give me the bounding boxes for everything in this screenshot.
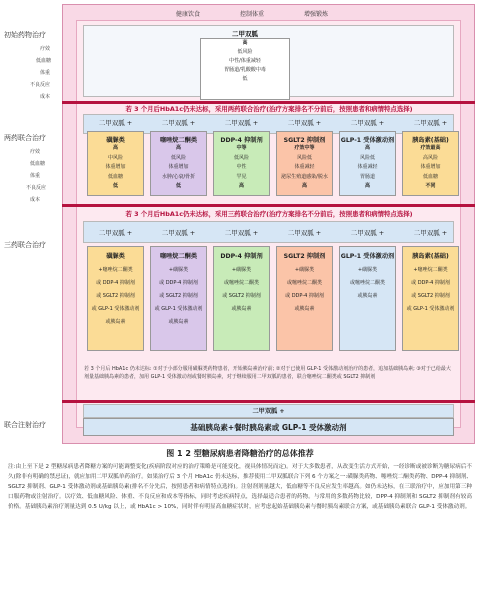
dual-option-line: 高	[301, 183, 307, 189]
header-diet: 健康饮食	[176, 11, 201, 18]
divider-line	[62, 204, 475, 207]
triple-option-line: 或 DDP-4 抑制剂	[411, 280, 450, 286]
dual-option-line: 低风险	[233, 154, 249, 161]
triple-option-box	[339, 246, 396, 351]
dual-option-line: 不同	[425, 183, 436, 189]
triple-option-line: 或胰岛素	[168, 319, 189, 325]
dual-option-line: 体重减轻	[294, 164, 315, 170]
dual-option-line: 中风险	[107, 154, 123, 161]
triple-option-line: +磺脲类	[231, 267, 252, 273]
dual-option-line: 泌尿生殖道感染/脱水	[281, 173, 328, 180]
dual-option-line: 体重增加	[168, 164, 189, 170]
dual-option-line: 高风险	[422, 154, 438, 161]
divider-line	[62, 400, 475, 403]
triple-option-line: +磺脲类	[357, 267, 378, 273]
dual-option-line: 中等	[236, 145, 247, 151]
triple-option-box	[213, 246, 270, 351]
triple-option-name: GLP-1 受体激动剂	[340, 253, 395, 260]
triple-option-line: 或 SGLT2 抑制剂	[411, 293, 450, 299]
dual-column-head: 二甲双胍 +	[287, 119, 322, 127]
triple-option-line: +磺脲类	[294, 267, 315, 273]
mono-row: 低风险	[237, 49, 253, 55]
dual-option-line: 高	[364, 183, 370, 189]
dual-option-box	[276, 131, 333, 196]
triple-option-line: 或胰岛素	[105, 319, 126, 325]
figure-caption: 图 1 2 型糖尿病患者降糖治疗的总体推荐	[166, 449, 314, 458]
header-exercise: 增强锻炼	[304, 11, 329, 18]
dual-option-box	[150, 131, 207, 196]
dual-option-line: 风险低	[359, 154, 375, 161]
triple-option-line: 或 DDP-4 抑制剂	[96, 280, 135, 286]
mono-row: 胃肠道/乳酸酸中毒	[224, 67, 266, 73]
dual-option-box	[339, 131, 396, 196]
dual-option-line: 体重减轻	[357, 164, 378, 170]
dual-option-line: 高	[364, 145, 370, 151]
dual-option-line: 风险低	[296, 154, 312, 161]
triple-option-line: 或噻唑烷二酮类	[286, 280, 322, 286]
dual-option-line: 水肿/心衰/骨折	[161, 173, 196, 180]
header-weight: 控制体重	[240, 11, 265, 18]
dual-option-box	[87, 131, 144, 196]
dual-option-line: 体重增加	[420, 164, 441, 170]
side-dual-item: 体重	[30, 173, 41, 179]
triple-option-line: 或胰岛素	[357, 293, 378, 299]
dual-option-line: 罕见	[236, 173, 247, 180]
triple-option-line: +磺脲类	[168, 267, 189, 273]
instruction-three-drug: 若 3 个月后HbA1c仍未达标，采用三药联合治疗(治疗方案排名不分前后，按照患者和病情特点选择)	[125, 210, 413, 218]
triple-option-name: 胰岛素(基础)	[412, 253, 449, 260]
triple-option-line: 或 DDP-4 抑制剂	[285, 293, 324, 299]
dual-option-line: 低	[175, 183, 181, 189]
inj-body: 基础胰岛素+餐时胰岛素或 GLP-1 受体激动剂	[190, 423, 347, 432]
triple-option-box	[402, 246, 459, 351]
triple-option-line: 或 GLP-1 受体激动剂	[406, 306, 455, 312]
dual-column-head: 二甲双胍 +	[98, 119, 133, 127]
dual-option-box	[402, 131, 459, 196]
dual-option-line: 体重增加	[105, 164, 126, 170]
dual-column-head: 二甲双胍 +	[224, 119, 259, 127]
dual-option-line: 中性	[236, 164, 247, 170]
dual-option-name: 磺脲类	[106, 137, 125, 144]
inj-box	[83, 418, 454, 436]
side-mono-title: 初始药物治疗	[4, 31, 46, 39]
dual-option-line: 低血糖	[107, 173, 123, 180]
triple-column-head: 二甲双胍 +	[287, 229, 322, 237]
triple-option-name: DDP-4 抑制剂	[220, 253, 263, 260]
dual-column-head: 二甲双胍 +	[161, 119, 196, 127]
triple-option-line: +噻唑烷二酮类	[413, 267, 448, 273]
dual-option-line: 高	[238, 183, 244, 189]
triple-column-head: 二甲双胍 +	[413, 229, 448, 237]
dual-option-name: 噻唑烷二酮类	[159, 137, 198, 144]
dual-option-line: 高	[112, 145, 118, 151]
triple-option-line: 或 SGLT2 抑制剂	[222, 293, 261, 299]
side-dual-title: 两药联合治疗	[4, 134, 46, 142]
triple-option-box	[87, 246, 144, 351]
triple-option-line: 或 SGLT2 抑制剂	[159, 293, 198, 299]
side-dual-item: 疗效	[30, 149, 41, 155]
side-triple-title: 三药联合治疗	[4, 241, 46, 249]
dual-option-box	[213, 131, 270, 196]
triple-column-head: 二甲双胍 +	[350, 229, 385, 237]
side-mono-item: 体重	[40, 70, 51, 76]
mono-row: 高	[242, 40, 248, 46]
triple-option-line: 或 DDP-4 抑制剂	[159, 280, 198, 286]
dual-option-line: 低	[112, 183, 118, 189]
triple-option-line: 或胰岛素	[294, 306, 315, 312]
side-dual-item: 低血糖	[30, 161, 46, 167]
instruction-two-drug: 若 3 个月后HbA1c仍未达标，采用两药联合治疗(治疗方案排名不分前后，按照患者和病情特点选择)	[125, 105, 413, 113]
triple-option-name: 噻唑烷二酮类	[159, 253, 198, 260]
dual-option-line: 低血糖	[422, 173, 438, 180]
triple-option-line: 或 SGLT2 抑制剂	[96, 293, 135, 299]
triple-column-head: 二甲双胍 +	[224, 229, 259, 237]
dual-column-head: 二甲双胍 +	[413, 119, 448, 127]
triple-option-name: 磺脲类	[106, 253, 125, 260]
dual-option-line: 高	[175, 145, 181, 151]
mono-row: 低	[242, 76, 248, 82]
triple-column-head: 二甲双胍 +	[98, 229, 133, 237]
dual-option-line: 胃肠道	[359, 173, 375, 180]
dual-option-line: 疗效中等	[294, 145, 315, 151]
dual-column-head: 二甲双胍 +	[350, 119, 385, 127]
triple-option-line: +噻唑烷二酮类	[98, 267, 133, 273]
triple-note: 若 3 个月后 HbA1c 仍未达标: ①对于小部分服用磺脲类药物患者，开始胰岛素治疗前; ②对于已使用 GLP-1 受体激动剂治疗的患者，追加基础胰岛素; ③对于已给最大剂量基础胰岛素的患者，加用 GLP-1 受体激动剂或餐时胰岛素，对于继续服用二甲双胍的患者，联合噻唑烷二酮类或 SGLT2 抑制剂	[84, 366, 451, 380]
side-mono-item: 疗效	[40, 46, 51, 52]
triple-option-box	[276, 246, 333, 351]
triple-option-box	[150, 246, 207, 351]
dual-option-line: 低风险	[170, 154, 186, 161]
footnote: 注:由上至下是 2 型糖尿病患者降糖方案的可能调整变化(疾病阶段对应的治疗策略是可能变化，视具体情况而定)。对于大多数患者，从改变生活方式开始，一经诊断或被诊断为糖尿病后不久(除非有明确的禁忌证)，就应加用二甲双胍单药治疗。如果治疗后 3 个月 HbA1c 仍未达标，推荐使用二甲双胍联合下列 6 个方案之一:磺脲类药物、噻唑烷二酮类药物、DPP-4 抑制剂、SGLT2 抑制剂、GLP-1 受体激动剂或基础胰岛素(排名不分先后，按照患者和病情特点选择)。注射剂剂量越大，低血糖等不良反应发生率越高。如仍未达标，在三联治疗中，应加用第三种口服药物或注射治疗。以疗效、低血糖风险、体重、不良反应和成本等指标，同时考虑疾病特点，选择最适合患者的药物。与常用的多数药物比较，DPP-4 抑制剂和 SGLT2 抑制剂有较高价格。基础胰岛素治疗剂量达到 0.5 U/kg 以上，或 HbA1c > 10%，同时伴有明显高血糖症状时，应考虑起始基础胰岛素与餐时胰岛素联合方案，或基础胰岛素联合 GLP-1 受体激动剂。	[8, 464, 472, 510]
triple-option-line: 或噻唑烷二酮类	[349, 280, 385, 286]
mono-row: 中性/体重减轻	[229, 58, 261, 64]
dual-option-name: DDP-4 抑制剂	[220, 137, 263, 144]
triple-option-line: 或 GLP-1 受体激动剂	[91, 306, 140, 312]
dual-option-name: 胰岛素(基础)	[412, 137, 449, 144]
side-mono-item: 不良反应	[30, 82, 51, 88]
side-mono-item: 低血糖	[36, 58, 52, 64]
mono-title: 二甲双胍	[232, 30, 258, 38]
side-mono-item: 成本	[40, 94, 51, 100]
side-inj-title: 联合注射治疗	[4, 421, 46, 429]
triple-option-name: SGLT2 抑制剂	[283, 253, 326, 260]
triple-option-line: 或噻唑烷二酮类	[223, 280, 259, 286]
mono-box	[200, 38, 290, 100]
triple-column-head: 二甲双胍 +	[161, 229, 196, 237]
dual-option-line: 疗效最高	[420, 145, 441, 151]
side-dual-item: 不良反应	[26, 185, 47, 191]
inj-head: 二甲双胍 +	[252, 408, 285, 415]
triple-option-line: 或胰岛素	[231, 306, 252, 312]
dual-option-name: GLP-1 受体激动剂	[340, 137, 395, 144]
side-dual-item: 成本	[30, 197, 41, 203]
dual-option-name: SGLT2 抑制剂	[283, 137, 326, 144]
triple-option-line: 或 GLP-1 受体激动剂	[154, 306, 203, 312]
